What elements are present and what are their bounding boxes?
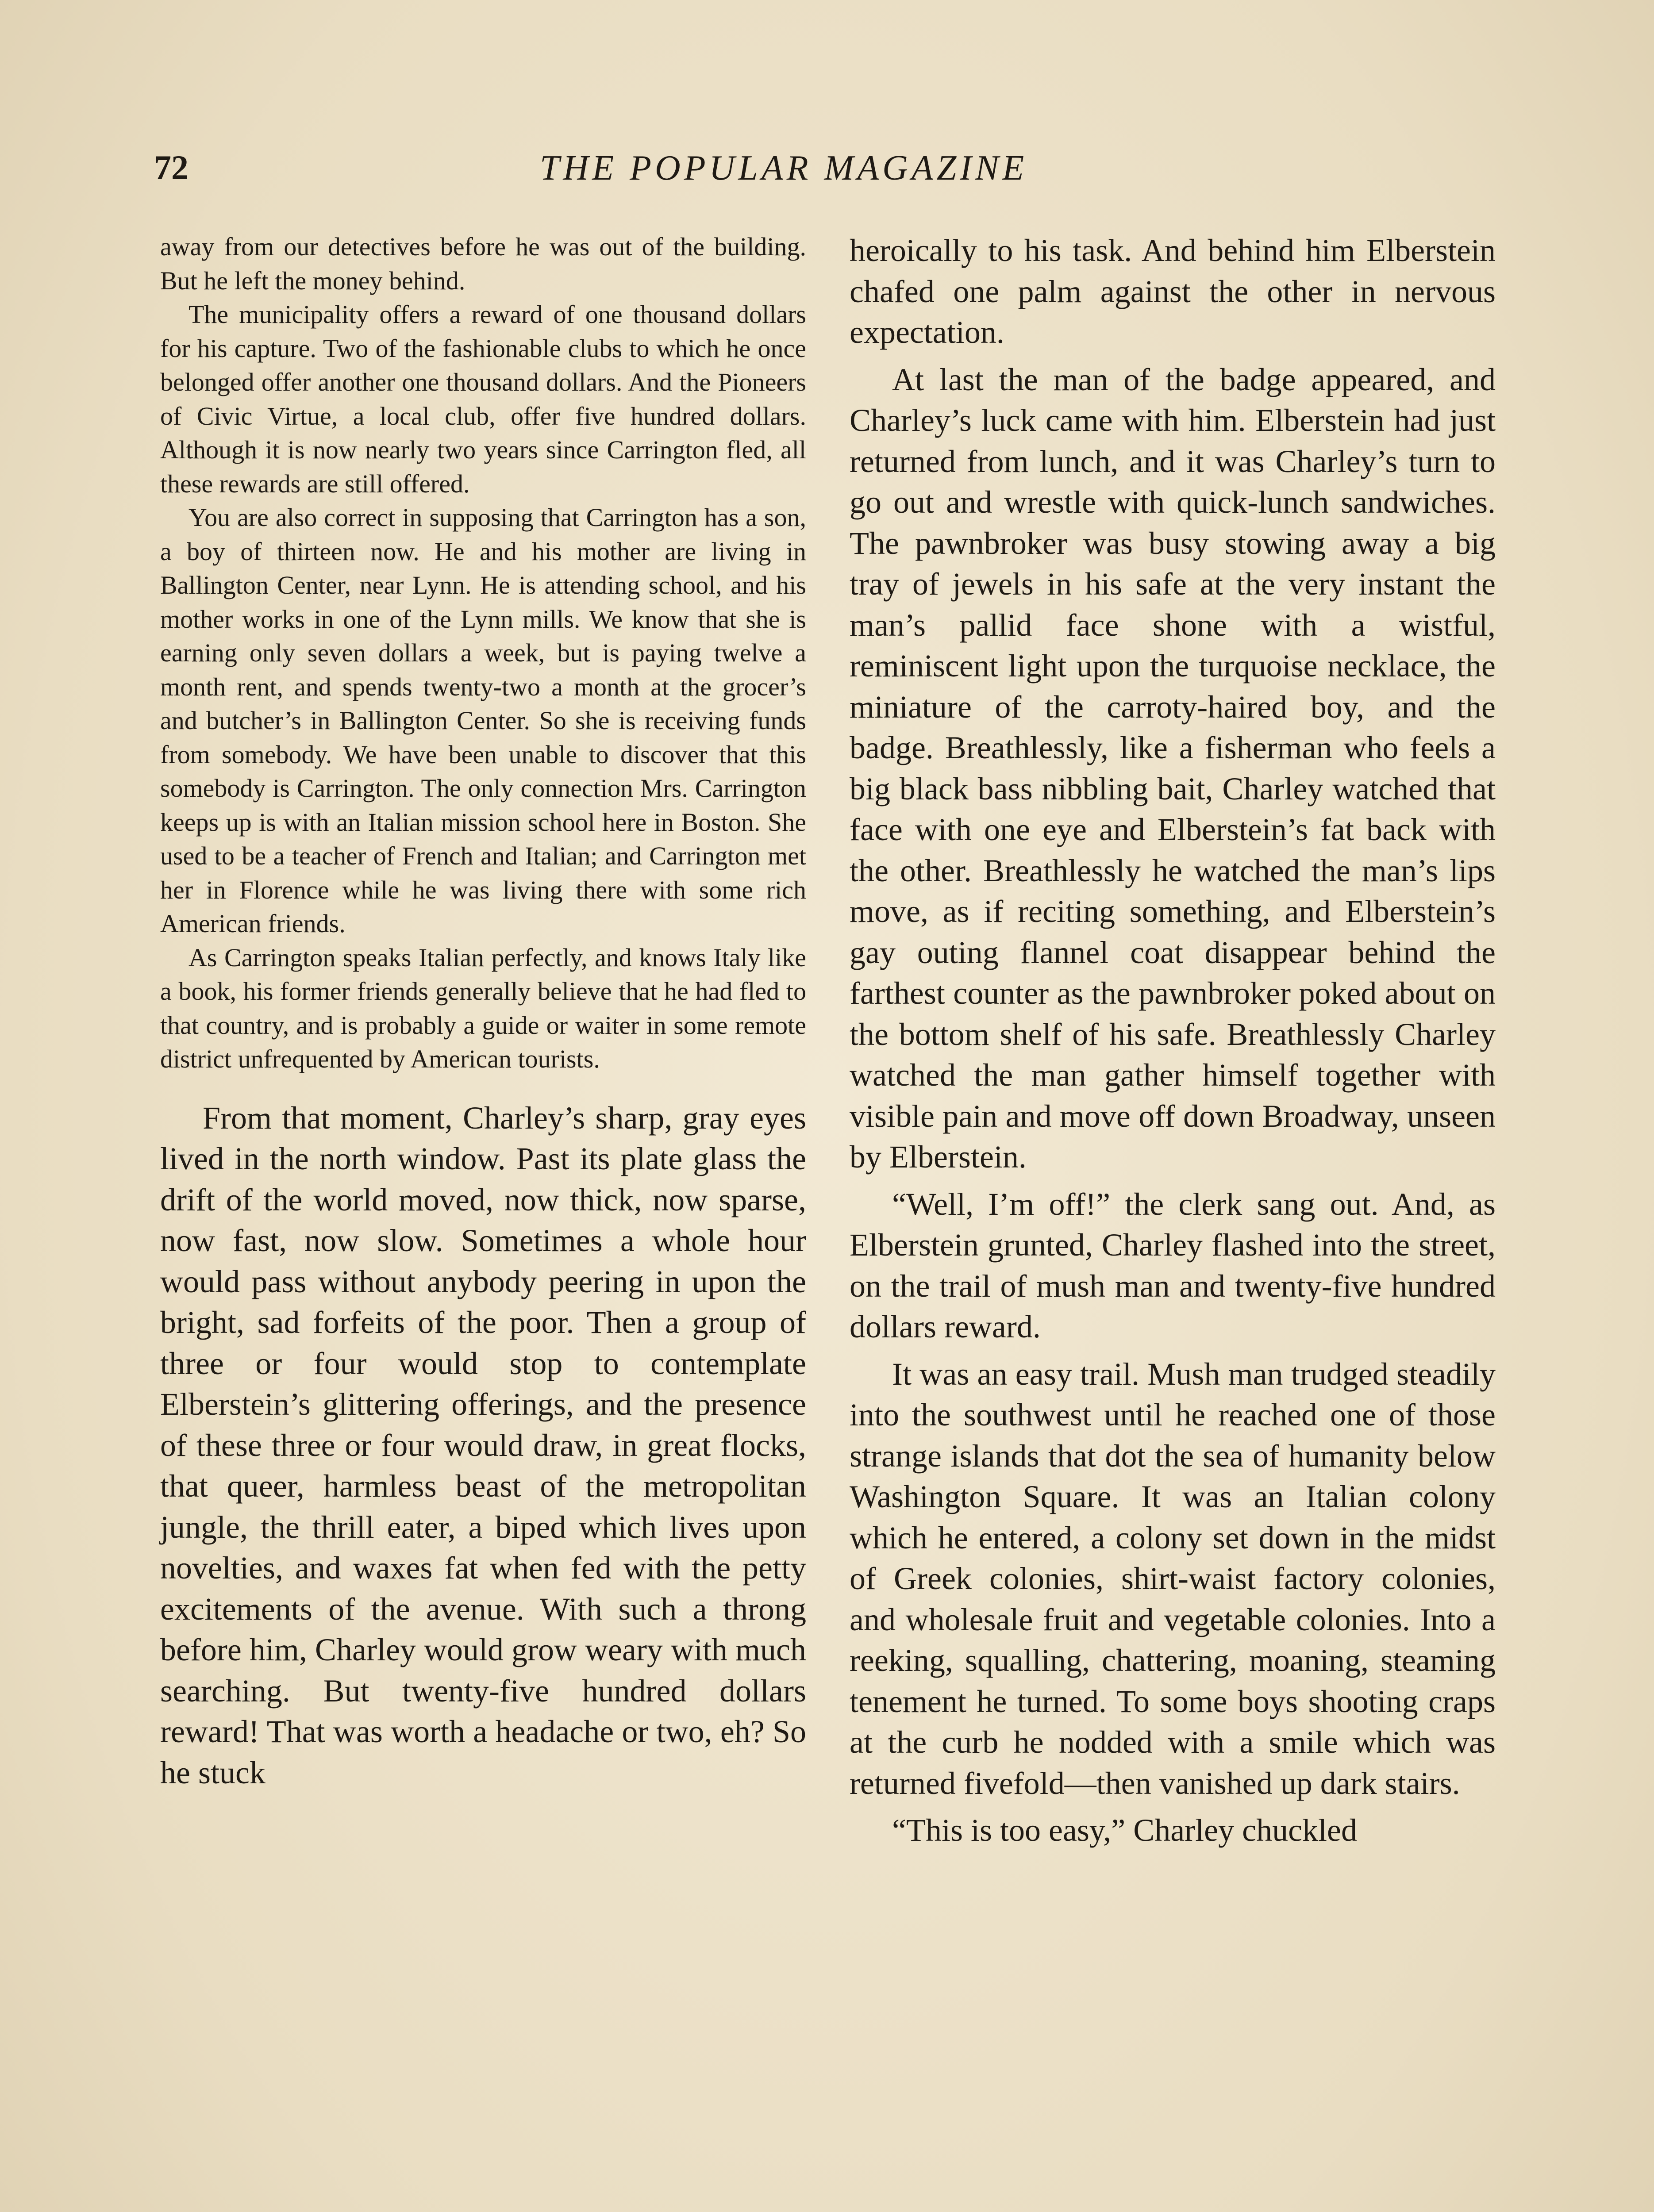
letter-paragraph: The municipality offers a reward of one thousand dollars for his capture. Two of the fashionable clubs to which he once belonged offer another one thousand dollars. And the Pioneers of Civic Virtue, a local club, offer five hundred dollars. Although it is now nearly two years since Carrington fled, all these rewards are still offered.	[160, 300, 806, 498]
story-text-right	[850, 230, 1496, 1851]
quoted-letter	[160, 230, 806, 1076]
right-column	[850, 230, 1496, 1851]
page-header	[0, 0, 1654, 212]
story-paragraph: “Well, I’m off!” the clerk sang out. And, as Elberstein grunted, Charley flashed into the street, on the trail of mush man and twenty-five hundred dollars reward.	[850, 1186, 1496, 1344]
story-paragraph: From that moment, Charley’s sharp, gray eyes lived in the north window. Past its plate glass the drift of the world moved, now thick, now sparse, now fast, now slow. Sometimes a whole hour would pass without anybody peering in upon the bright, sad forfeits of the poor. Then a group of three or four would stop to contemplate Elberstein’s glittering offerings, and the presence of these three or four would draw, in great flocks, that queer, harmless beast of the metropolitan jungle, the thrill eater, a biped which lives upon novelties, and waxes fat when fed with the petty excitements of the avenue. With such a throng before him, Charley would grow weary with much searching. But twenty-five hundred dollars reward! That was worth a headache or two, eh? So he stuck	[160, 1100, 806, 1790]
letter-paragraph: away from our detectives before he was out of the building. But he left the money behind.	[160, 232, 806, 295]
letter-paragraph: As Carrington speaks Italian perfectly, and knows Italy like a book, his former friends generally believe that he had fled to that country, and is probably a guide or waiter in some remote district unfrequented by American tourists.	[160, 943, 806, 1073]
story-paragraph: At last the man of the badge appeared, and Charley’s luck came with him. Elberstein had just returned from lunch, and it was Charley’s turn to go out and wrestle with quick-lunch sandwiches. The pawnbroker was busy stowing away a big tray of jewels in his safe at the very instant the man’s pallid face shone with a wistful, reminiscent light upon the turquoise necklace, the miniature of the carroty-haired boy, and the badge. Breathlessly, like a fisherman who feels a big black bass nibbling bait, Charley watched that face with one eye and Elberstein’s fat back with the other. Breathlessly he watched the man’s lips move, as if reciting something, and Elberstein’s gay outing flannel coat disappear behind the farthest counter as the pawnbroker poked about on the bottom shelf of his safe. Breathlessly Charley watched the man gather himself together with visible pain and move off down Broadway, unseen by Elberstein.	[850, 361, 1496, 1175]
left-column	[160, 230, 806, 1793]
running-title: THE POPULAR MAGAZINE	[540, 149, 1028, 188]
page-number: 72	[154, 148, 188, 187]
story-paragraph: heroically to his task. And behind him Elberstein chafed one palm against the other in nervous expectation.	[850, 233, 1496, 350]
letter-paragraph: You are also correct in supposing that Carrington has a son, a boy of thirteen now. He and his mother are living in Ballington Center, near Lynn. He is attending school, and his mother works in one of the Lynn mills. We know that she is earning only seven dollars a week, but is paying twelve a month rent, and spends twenty-two a month at the grocer’s and butcher’s in Ballington Center. So she is receiving funds from somebody. We have been unable to discover that this somebody is Carrington. The only connection Mrs. Carrington keeps up is with an Italian mission school here in Boston. She used to be a teacher of French and Italian; and Carrington met her in Florence while he was living there with some rich American friends.	[160, 503, 806, 938]
story-paragraph: It was an easy trail. Mush man trudged steadily into the southwest until he reached one of those strange islands that dot the sea of humanity below Washington Square. It was an Italian colony which he entered, a colony set down in the midst of Greek colonies, shirt-waist factory colonies, and wholesale fruit and vegetable colonies. Into a reeking, squalling, chattering, moaning, steaming tenement he turned. To some boys shooting craps at the curb he nodded with a smile which was returned fivefold—then vanished up dark stairs.	[850, 1356, 1496, 1801]
story-paragraph: “This is too easy,” Charley chuckled	[892, 1813, 1357, 1848]
story-text-left	[160, 1098, 806, 1793]
